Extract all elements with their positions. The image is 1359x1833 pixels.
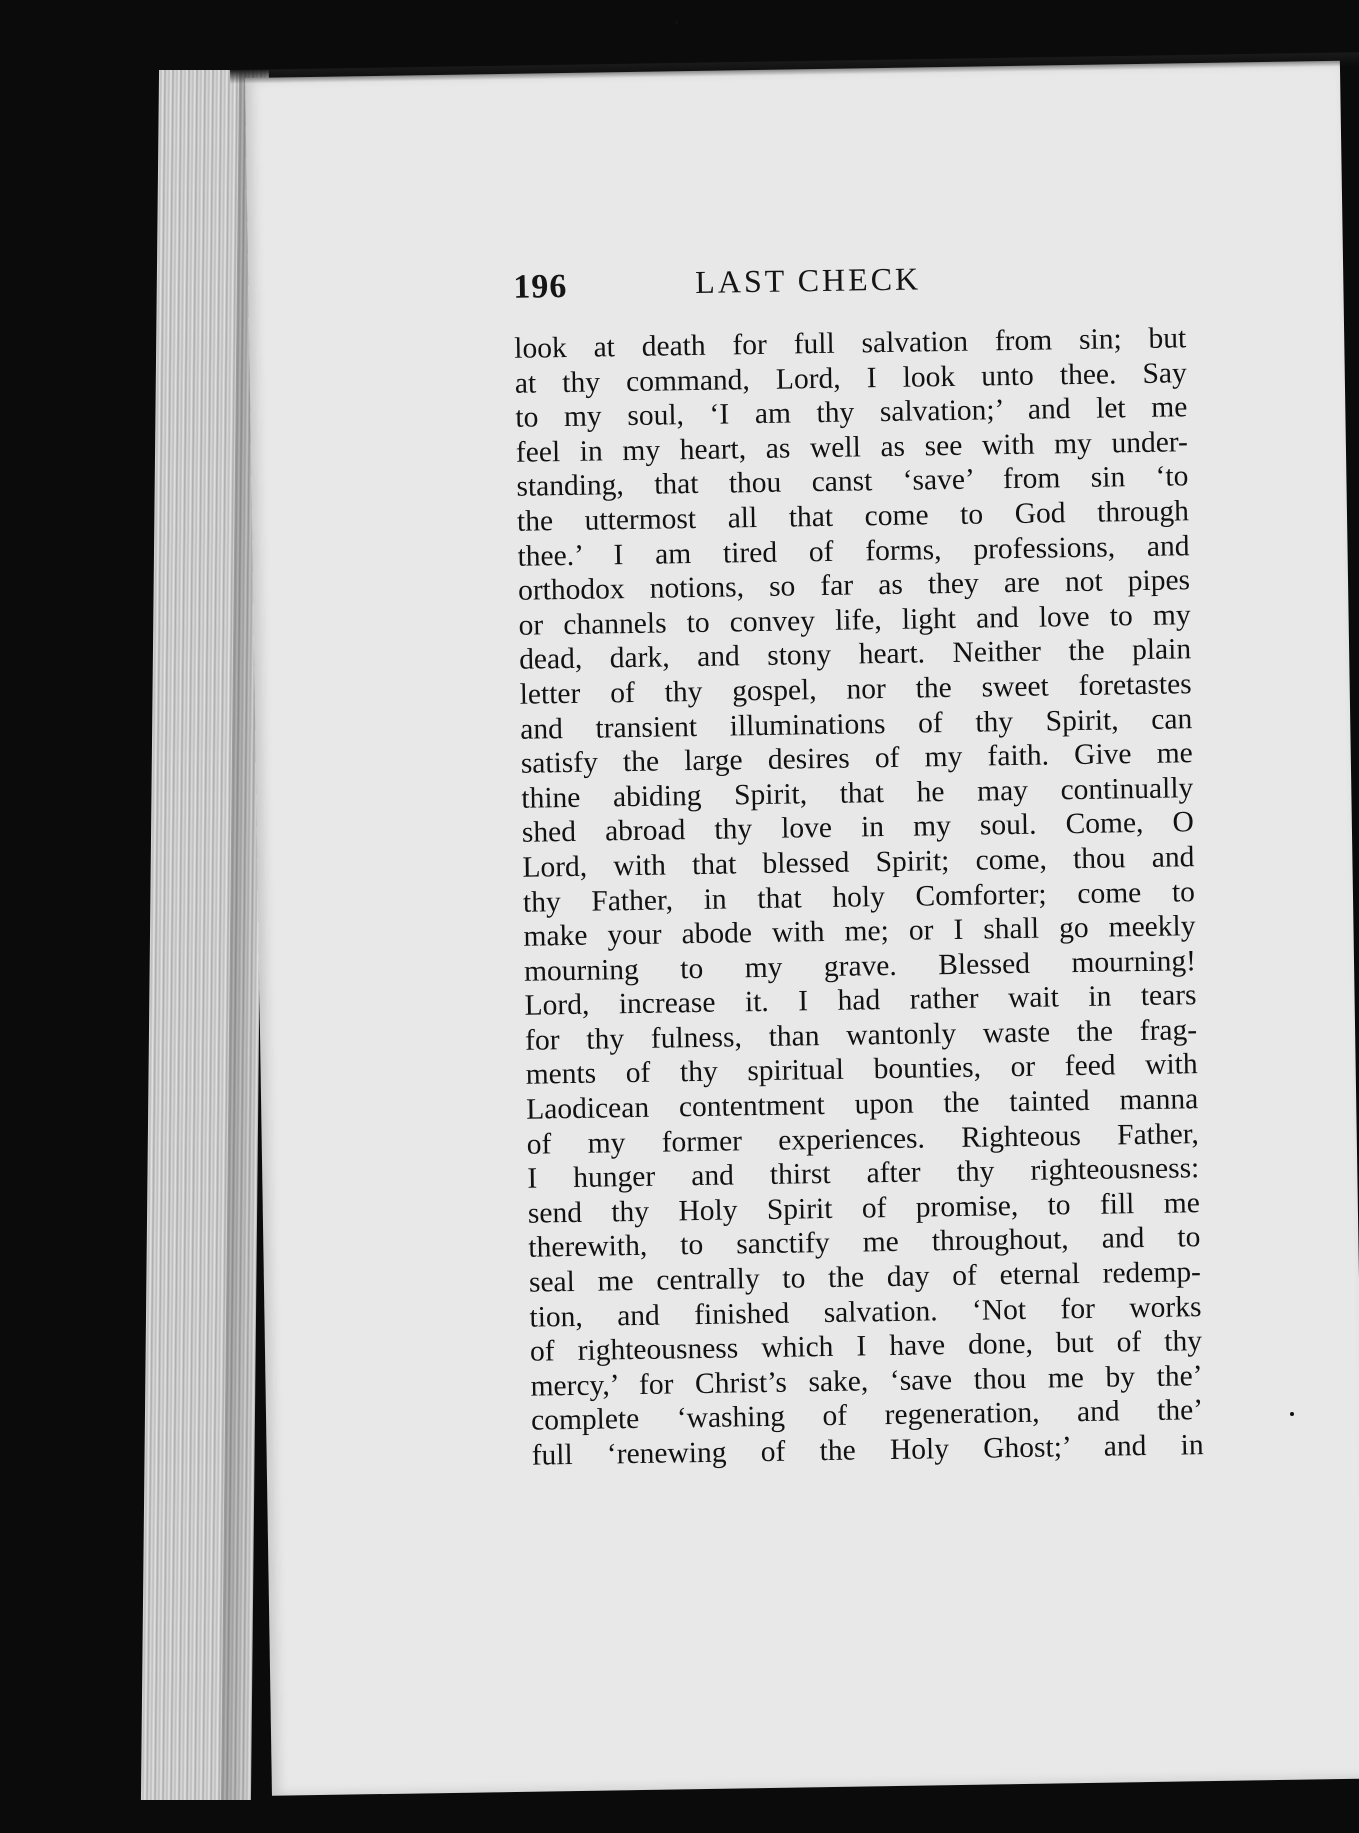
text-line: thy Father, in that holy Comforter; come to (522, 875, 1196, 919)
text-line: ments of thy spiritual bounties, or feed with (525, 1048, 1198, 1092)
scan-speck (675, 20, 678, 25)
text-line: I hunger and thirst after thy righteousness: (527, 1152, 1200, 1195)
body-text (514, 321, 1204, 1473)
running-head: LAST CHECK (694, 260, 922, 300)
text-line: orthodox notions, so far as they are not pipes (517, 564, 1191, 607)
text-line: tion, and finished salvation. ‘Not for works (529, 1290, 1202, 1334)
text-line: and transient illuminations of thy Spirit, can (520, 702, 1193, 746)
text-line: standing, that thou canst ‘save’ from sin ‘to (516, 460, 1189, 504)
text-line: Laodicean contentment upon the tainted manna (525, 1083, 1199, 1126)
text-line: make your abode with me; or I shall go meekly (523, 910, 1196, 953)
text-line: seal me centrally to the day of eternal redemp- (528, 1256, 1202, 1299)
text-line: send thy Holy Spirit of promise, to fill me (527, 1186, 1201, 1230)
text-line: satisfy the large desires of my faith. Give me (520, 737, 1193, 780)
text-line: letter of thy gospel, nor the sweet foretastes (519, 668, 1192, 711)
text-line: look at death for full salvation from sin; but (514, 322, 1187, 365)
page-sheet (245, 61, 1359, 1796)
text-line: at thy command, Lord, I look unto thee. Say (514, 356, 1187, 400)
text-line: mourning to my grave. Blessed mourning! (523, 944, 1197, 988)
text-line: shed abroad thy love in my soul. Come, O (521, 806, 1195, 850)
text-line: mercy,’ for Christ’s sake, ‘save thou me by the’ (530, 1359, 1203, 1403)
scan-speck (1290, 1412, 1294, 1416)
text-line: thee.’ I am tired of forms, professions, and (517, 529, 1190, 573)
text-line: of righteousness which I have done, but of thy (529, 1325, 1203, 1368)
text-line: or channels to convey life, light and love to my (518, 598, 1191, 642)
text-line: of my former experiences. Righteous Father, (526, 1117, 1199, 1161)
text-line: therewith, to sanctify me throughout, and to (528, 1221, 1201, 1265)
text-line: for thy fulness, than wantonly waste the frag- (524, 1014, 1198, 1057)
text-line: thine abiding Spirit, that he may continually (521, 771, 1194, 815)
text-line: Lord, increase it. I had rather wait in tears (524, 979, 1197, 1023)
text-line: dead, dark, and stony heart. Neither the plain (518, 633, 1192, 677)
text-line: full ‘renewing of the Holy Ghost;’ and in (531, 1429, 1204, 1472)
page-number: 196 (513, 267, 568, 306)
text-line: the uttermost all that come to God through (516, 495, 1190, 538)
text-line: feel in my heart, as well as see with my under- (515, 426, 1189, 469)
text-line: complete ‘washing of regeneration, and the’ (530, 1394, 1204, 1438)
text-line: to my soul, ‘I am thy salvation;’ and let me (515, 391, 1188, 434)
text-line: Lord, with that blessed Spirit; come, thou and (522, 841, 1195, 884)
page-header (513, 260, 1033, 306)
